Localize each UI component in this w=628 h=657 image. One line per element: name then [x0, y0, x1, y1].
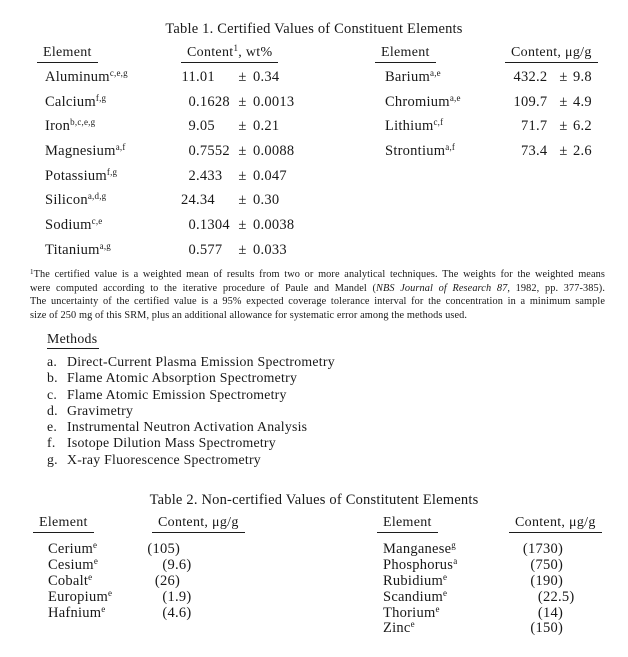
- value-fraction-part: ): [175, 541, 181, 557]
- element-name: Strontium: [385, 143, 446, 160]
- method-item: [47, 370, 467, 386]
- element-method-sup: e: [435, 603, 440, 614]
- element-cell: [45, 242, 165, 264]
- element-method-sup: c,f: [433, 117, 444, 128]
- element-method-sup: e: [93, 555, 99, 566]
- element-method-sup: a,e: [449, 92, 461, 103]
- element-method-sup: a,f: [115, 142, 126, 153]
- value-integer-part: 2: [188, 167, 196, 184]
- value-integer-part: 432: [513, 69, 536, 85]
- footnote-line: were computed according to the iterative procedure of Paule and Mandel (NBS Journal of Research 87, 1982, pp. 377-385).: [30, 282, 605, 294]
- value-integer-part: (750: [530, 556, 558, 573]
- method-name: Gravimetry: [67, 402, 134, 418]
- footnote-marker-sup: 1: [233, 43, 239, 53]
- table-row: [383, 556, 623, 572]
- element-name: Silicon: [45, 192, 88, 209]
- value-integer-part: (190: [530, 572, 558, 589]
- element-cell: [383, 541, 520, 558]
- table2-header-element-right: Element: [377, 515, 438, 533]
- element-cell: [48, 573, 145, 590]
- method-name: Direct-Current Plasma Emission Spectrometry: [67, 354, 335, 369]
- table-row: [383, 604, 623, 620]
- element-cell: [45, 118, 165, 140]
- table-row: [45, 140, 307, 165]
- uncertainty-value: 6.2: [573, 118, 592, 135]
- header-content-base: Content: [187, 45, 234, 60]
- plus-minus-sign: ±: [559, 118, 568, 135]
- table2-header-content-left: Content, μg/g: [152, 515, 245, 533]
- element-method-sup: f,g: [106, 166, 118, 177]
- value-fraction-part: ): [558, 604, 564, 621]
- element-method-sup: e: [410, 619, 415, 630]
- value-integer-part: 9: [188, 118, 196, 135]
- value-fraction-part: ): [558, 541, 564, 557]
- element-name: Chromium: [385, 93, 450, 110]
- value-fraction-part: .433: [196, 167, 223, 184]
- table2-left-rows: [48, 540, 278, 619]
- value-integer-part: 11: [181, 69, 196, 85]
- element-cell: [385, 69, 500, 91]
- value-fraction-part: .2: [536, 69, 548, 85]
- table-row: [383, 572, 623, 588]
- element-name: Cerium: [48, 541, 93, 557]
- element-method-sup: a,e: [430, 68, 441, 78]
- element-cell: [45, 143, 165, 165]
- table-row: [45, 115, 307, 140]
- value-fraction-part: .6): [175, 556, 192, 573]
- value-fraction-part: .34: [196, 192, 215, 209]
- table-row: [48, 588, 278, 604]
- method-name: Flame Atomic Emission Spectrometry: [67, 386, 287, 402]
- value-fraction-part: .4: [536, 143, 548, 160]
- value-fraction-part: .01: [196, 69, 215, 85]
- element-method-sup: a,f: [445, 142, 456, 153]
- element-name: Scandium: [383, 588, 443, 605]
- uncertainty-value: 0.0038: [253, 217, 295, 234]
- element-cell: [383, 589, 520, 606]
- element-name: Aluminum: [45, 69, 110, 85]
- value-integer-part: 0: [188, 93, 196, 110]
- plus-minus-sign: ±: [238, 118, 247, 135]
- element-method-sup: e: [101, 603, 106, 614]
- method-item: [47, 435, 467, 451]
- method-letter: b.: [47, 370, 58, 386]
- table-row: [45, 239, 307, 264]
- method-letter: a.: [47, 354, 58, 369]
- element-cell: [385, 143, 500, 165]
- table-row: [385, 91, 603, 116]
- method-item: [47, 354, 467, 370]
- footnote: [30, 268, 605, 322]
- table1-header-element-left: Element: [37, 45, 98, 63]
- element-method-sup: e: [108, 587, 113, 598]
- element-cell: [383, 573, 520, 590]
- method-name: Instrumental Neutron Activation Analysis: [67, 419, 308, 435]
- element-method-sup: g: [451, 540, 456, 550]
- value-fraction-part: ): [558, 556, 564, 573]
- element-name: Potassium: [45, 167, 107, 184]
- methods-list: [47, 354, 467, 468]
- element-name: Lithium: [385, 118, 434, 135]
- table-row: [48, 604, 278, 620]
- value-fraction-part: ): [558, 572, 564, 589]
- method-letter: d.: [47, 402, 58, 418]
- table-row: [385, 115, 603, 140]
- table-row: [48, 540, 278, 556]
- element-cell: [45, 94, 165, 116]
- value-integer-part: (14: [537, 604, 558, 621]
- element-method-sup: e: [93, 540, 98, 550]
- element-cell: [383, 620, 520, 637]
- value-integer-part: 71: [521, 118, 536, 135]
- plus-minus-sign: ±: [559, 143, 568, 160]
- footnote-line: size of 250 mg of this SRM, plus an additional allowance for systematic error among the methods used.: [30, 309, 468, 321]
- methods-heading: Methods: [47, 331, 99, 349]
- value-integer-part: (26: [154, 572, 175, 589]
- table1-header-content-left: [181, 45, 278, 63]
- method-name: Flame Atomic Absorption Spectrometry: [67, 370, 298, 386]
- table-row: [45, 66, 307, 91]
- element-cell: [45, 217, 165, 239]
- method-letter: e.: [47, 419, 58, 435]
- table-row: [45, 165, 307, 190]
- value-integer-part: 0: [188, 217, 196, 234]
- value-integer-part: (105: [147, 541, 175, 557]
- value-fraction-part: .1304: [196, 217, 230, 234]
- plus-minus-sign: ±: [238, 93, 247, 110]
- element-cell: [45, 168, 165, 190]
- plus-minus-sign: ±: [559, 93, 568, 110]
- element-method-sup: a,d,g: [87, 191, 107, 202]
- element-name: Thorium: [383, 604, 436, 621]
- element-method-sup: c,e: [91, 216, 103, 227]
- method-letter: c.: [47, 386, 58, 402]
- element-name: Iron: [45, 118, 71, 135]
- element-name: Hafnium: [48, 604, 102, 621]
- element-cell: [383, 605, 520, 622]
- table-row: [385, 140, 603, 165]
- method-name: Isotope Dilution Mass Spectrometry: [67, 435, 276, 451]
- plus-minus-sign: ±: [238, 143, 247, 160]
- table-row: [383, 540, 623, 556]
- value-integer-part: (22: [537, 588, 558, 605]
- method-item: [47, 403, 467, 419]
- value-integer-part: (9: [162, 556, 175, 573]
- value-fraction-part: .577: [196, 241, 223, 258]
- table-row: [383, 588, 623, 604]
- table1-header-element-right: Element: [375, 45, 436, 63]
- table1-left-rows: [45, 66, 307, 264]
- value-integer-part: (4: [162, 604, 175, 621]
- uncertainty-value: 2.6: [573, 143, 592, 160]
- value-integer-part: 73: [521, 143, 536, 160]
- method-item: [47, 452, 467, 468]
- uncertainty-value: 0.0088: [253, 143, 295, 160]
- value-fraction-part: .6): [175, 604, 192, 621]
- value-fraction-part: .7552: [196, 143, 230, 160]
- value-fraction-part: .5): [558, 588, 575, 605]
- element-method-sup: a: [453, 555, 458, 566]
- table-row: [48, 572, 278, 588]
- table-row: [45, 214, 307, 239]
- element-method-sup: f,g: [95, 92, 107, 103]
- value-integer-part: 24: [181, 192, 196, 209]
- table2-right-rows: [383, 540, 623, 635]
- uncertainty-value: 0.033: [253, 241, 287, 258]
- element-cell: [48, 589, 145, 606]
- element-method-sup: b,c,e,g: [70, 117, 96, 128]
- footnote-line: The uncertainty of the certified value is a 95% expected coverage tolerance interval for the concentration in a minimum sample: [30, 296, 605, 308]
- element-cell: [385, 118, 500, 140]
- plus-minus-sign: ±: [559, 69, 568, 85]
- element-name: Magnesium: [45, 143, 116, 160]
- table2-header-element-left: Element: [33, 515, 94, 533]
- method-letter: f.: [47, 435, 56, 451]
- table1-right-rows: [385, 66, 603, 165]
- element-cell: [385, 94, 500, 116]
- value-integer-part: 0: [188, 241, 196, 258]
- element-name: Cesium: [48, 556, 94, 573]
- element-method-sup: a,g: [99, 240, 112, 251]
- value-integer-part: (150: [530, 620, 558, 637]
- uncertainty-value: 9.8: [573, 69, 592, 85]
- element-cell: [45, 69, 165, 91]
- uncertainty-value: 4.9: [573, 93, 592, 110]
- element-cell: [383, 557, 520, 574]
- value-fraction-part: .9): [175, 588, 192, 605]
- table-row: [383, 619, 623, 635]
- plus-minus-sign: ±: [238, 217, 247, 234]
- value-integer-part: (1: [162, 588, 175, 605]
- value-fraction-part: .1628: [196, 93, 230, 110]
- element-cell: [45, 192, 165, 214]
- table-row: [45, 189, 307, 214]
- table2-header-content-right: Content, μg/g: [509, 515, 602, 533]
- value-fraction-part: .7: [536, 93, 548, 110]
- method-name: X-ray Fluorescence Spectrometry: [67, 451, 261, 467]
- element-name: Titanium: [45, 241, 100, 258]
- plus-minus-sign: ±: [238, 192, 247, 209]
- value-fraction-part: .05: [196, 118, 215, 135]
- value-integer-part: (1730: [522, 541, 558, 557]
- method-item: [47, 419, 467, 435]
- element-method-sup: c,e,g: [109, 68, 128, 78]
- element-name: Cobalt: [48, 572, 89, 589]
- table-row: [45, 91, 307, 116]
- value-fraction-part: .7: [536, 118, 548, 135]
- value-fraction-part: ): [175, 572, 181, 589]
- element-name: Manganese: [383, 541, 452, 557]
- element-name: Barium: [385, 69, 430, 85]
- table-row: [48, 556, 278, 572]
- element-method-sup: e: [88, 571, 93, 582]
- element-name: Phosphorus: [383, 556, 454, 573]
- uncertainty-value: 0.0013: [253, 93, 295, 110]
- element-name: Zinc: [383, 620, 411, 637]
- value-integer-part: 0: [188, 143, 196, 160]
- table1-header-content-right: Content, μg/g: [505, 45, 598, 63]
- value-fraction-part: ): [558, 620, 564, 637]
- uncertainty-value: 0.21: [253, 118, 280, 135]
- value-integer-part: 109: [513, 93, 536, 110]
- element-name: Calcium: [45, 93, 96, 110]
- method-letter: g.: [47, 451, 58, 467]
- plus-minus-sign: ±: [238, 69, 247, 85]
- uncertainty-value: 0.34: [253, 69, 280, 85]
- table-row: [385, 66, 603, 91]
- header-content-unit: , wt%: [238, 45, 273, 60]
- element-cell: [48, 605, 145, 622]
- element-name: Sodium: [45, 217, 92, 234]
- element-method-sup: e: [443, 587, 448, 598]
- table2-title: Table 2. Non-certified Values of Constitutent Elements: [149, 492, 479, 508]
- method-item: [47, 387, 467, 403]
- element-cell: [48, 557, 145, 574]
- table1-title: Table 1. Certified Values of Constituent Elements: [165, 21, 463, 37]
- plus-minus-sign: ±: [238, 241, 247, 258]
- element-method-sup: e: [443, 571, 448, 582]
- element-name: Rubidium: [383, 572, 444, 589]
- uncertainty-value: 0.047: [253, 167, 287, 184]
- footnote-line: $^1$The certified value is a weighted mean of results from two or more analytical techniques. The weights for the weighted means: [30, 268, 605, 280]
- element-name: Europium: [48, 588, 108, 605]
- plus-minus-sign: ±: [238, 167, 247, 184]
- uncertainty-value: 0.30: [253, 192, 280, 209]
